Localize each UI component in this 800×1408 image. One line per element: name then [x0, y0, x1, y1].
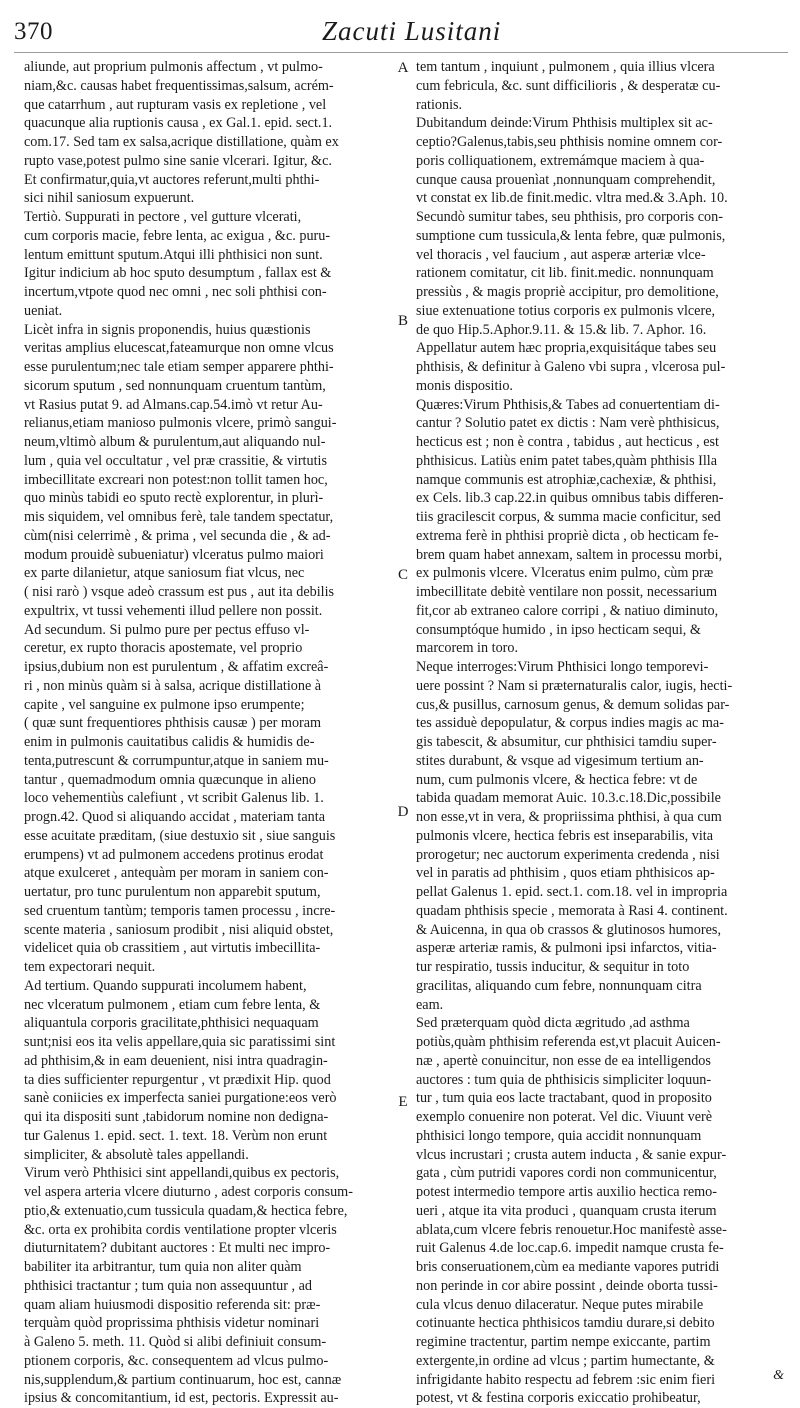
text-line: Et confirmatur,quia,vt auctores referunt,multi phthi- — [24, 171, 320, 188]
text-line: Secundò sumitur tabes, seu phthisis, pro corporis con- — [416, 209, 723, 225]
text-line: tur respiratio, tussis inducitur, & sequitur in toto — [416, 959, 690, 975]
text-line: pulmonis vlcere, hectica febris est inseparabilis, vita — [416, 827, 714, 844]
text-line: num, cum pulmonis vlcere, & hectica febre: vt de — [416, 771, 698, 788]
text-line: pressiùs , & magis propriè accipitur, pro demolitione, — [416, 284, 719, 300]
text-line: monis dispositio. — [416, 377, 513, 394]
text-line: quacunque alia ruptionis causa , ex Gal.1. epid. sect.1. — [24, 115, 333, 132]
running-title: Zacuti Lusitani — [322, 16, 502, 46]
text-line: Tertiò. Suppurati in pectore , vel gutture vlcerati, — [24, 209, 302, 225]
text-line: hecticus est ; non è contra , tabidus , aut hecticus , est — [416, 434, 719, 450]
text-line: ceretur, ex rupto thoracis apostemate, vel proprio — [24, 640, 303, 657]
margin-letter-a: A — [397, 60, 409, 76]
text-line: capite , vel sanguine ex pulmone ipso erumpente; — [24, 696, 305, 713]
text-line: siue extenuatione totius corporis ex pulmonis vlcere, — [416, 302, 716, 319]
text-line: phthisici longo tempore, quia accidit nonnunquam — [416, 1127, 702, 1144]
text-line: loco vehementiùs calefiunt , vt scribit Galenus lib. 1. — [24, 790, 324, 807]
text-line: Licèt infra in signis proponendis, huius quæstionis — [24, 321, 311, 338]
text-line: ad phthisim,& in eam deuenient, nisi intra quadragin- — [24, 1052, 328, 1069]
text-line: pellat Galenus 1. epid. sect.1. com.18. vel in impropria — [416, 884, 728, 900]
text-line: veritas amplius elucescat,fateamurque non omne vlcus — [24, 340, 334, 357]
text-line: regimine tractentur, partim nempe exiccante, partim — [416, 1334, 711, 1350]
text-line: simpliciter, & absolutè tales appellandi. — [24, 1146, 249, 1163]
text-line: ex parte dilanietur, atque saniosum fiat vlcus, nec — [24, 565, 305, 582]
text-line: vel aspera arteria vlcere diuturno , adest corporis consum- — [24, 1184, 353, 1200]
text-line: ex pulmonis vlcere. Vlceratus enim pulmo, cùm præ — [416, 565, 714, 582]
text-line: tur , tum quia eos lacte tractabant, quod in proposito — [416, 1090, 712, 1107]
text-line: quadam phthisis specie , memorata à Rasi 4. continent. — [416, 902, 728, 919]
text-line: diuturnitatem? dubitant auctores : Et multi nec impro- — [24, 1240, 331, 1257]
text-line: cantur ? Solutio patet ex dictis : Nam verè phthisicus, — [416, 415, 720, 432]
text-line: poris colliquationem, extremámque maciem à qua- — [416, 152, 705, 169]
text-line: relianus,etiam manioso pulmonis vlcere, primò sangui- — [24, 415, 337, 432]
text-line: cum corporis macie, febre lenta, ac exigua , &c. puru- — [24, 227, 331, 244]
page-number: 370 — [14, 18, 53, 45]
text-line: phthisis, & definitur à Galeno vbi supra , vlcerosa pul- — [416, 359, 726, 375]
text-line: à Galeno 5. meth. 11. Quòd si alibi definiuit consum- — [24, 1334, 327, 1350]
text-line: auctores : tum quia de phthisicis simpliciter loquun- — [416, 1071, 712, 1088]
text-line: tem expectorari nequit. — [24, 959, 156, 975]
text-line: tabida quadam memorat Auic. 10.3.c.18.Dic,possibile — [416, 790, 721, 807]
text-line: que catarrhum , aut rupturam vasis ex repletione , vel — [24, 96, 327, 113]
text-line: ptionem corporis, &c. consequentem ad vlcus pulmo- — [24, 1352, 329, 1369]
text-line: &c. orta ex prohibita cordis ventilatione propter vlceris — [24, 1221, 337, 1238]
text-line: fit,cor ab extraneo calore corripi , & natiuo diminuto, — [416, 602, 719, 619]
text-line: Appellatur autem hæc propria,exquisitáque tabes seu — [416, 340, 717, 357]
text-line: vel in paratis ad phthisim , quos etiam phthisicos ap- — [416, 865, 715, 882]
text-line: ipsius,dubium non est purulentum , & affatim excreâ- — [24, 659, 329, 675]
text-line: uertatur, pro tunc purulentum non apparebit sputum, — [24, 884, 321, 900]
text-line: incertum,vtpote quod nec omni , nec soli phthisi con- — [24, 284, 327, 300]
text-line: videlicet quia ob crassitiem , aut virtutis imbecillita- — [24, 940, 321, 957]
left-text-column — [24, 58, 392, 1408]
text-line: babiliter ita arbitrantur, tum quia non aliter quàm — [24, 1259, 302, 1275]
text-line: tur Galenus 1. epid. sect. 1. text. 18. Verùm non erunt — [24, 1127, 328, 1144]
text-line: eam. — [416, 996, 444, 1013]
text-line: lentum emittunt sputum.Atqui illi phthisici non sunt. — [24, 246, 323, 263]
text-line: aliunde, aut proprium pulmonis affectum , vt pulmo- — [24, 59, 323, 75]
text-line: ta dies sufficienter repurgentur , vt prædixit Hip. quod — [24, 1071, 331, 1088]
text-line: Sed præterquam quòd dicta ægritudo ,ad asthma — [416, 1015, 690, 1032]
text-line: Quæres:Virum Phthisis,& Tabes ad conuertentiam di- — [416, 396, 720, 413]
text-line: Dubitandum deinde:Virum Phthisis multiplex sit ac- — [416, 115, 713, 132]
text-line: sici nihil saniosum expuerunt. — [24, 190, 195, 207]
text-line: imbecillitate excreari non potest:non tollit tamen hoc, — [24, 471, 328, 488]
text-line: de quo Hip.5.Aphor.9.11. & 15.& lib. 7. Aphor. 16. — [416, 321, 707, 338]
text-line: com.17. Sed tam ex salsa,acrique distillatione, quàm ex — [24, 134, 339, 150]
text-line: gis tabescit, & absumitur, cur phthisici tamdiu super- — [416, 734, 717, 750]
text-line: næ , apertè conuincitur, non esse de ea intelligendos — [416, 1052, 711, 1069]
catchword: & — [773, 1368, 784, 1383]
text-line: marcorem in toro. — [416, 640, 519, 657]
text-line: ruit Galenus 4.de loc.cap.6. impedit namque crusta fe- — [416, 1240, 724, 1257]
text-line: tenta,putrescunt & corrumpuntur,atque in saniem mu- — [24, 752, 329, 769]
text-line: ( quæ sunt frequentiores phthisis causæ ) per moram — [24, 715, 322, 732]
text-line: extergente,in ordine ad vlcus ; partim humectante, & — [416, 1352, 715, 1369]
text-line: ri , non minùs quàm si à salsa, acrique distillatione à — [24, 677, 322, 694]
margin-letter-e: E — [398, 1094, 408, 1110]
text-line: ablata,cum vlcere febris renouetur.Hoc manifestè asse- — [416, 1221, 727, 1238]
text-line: quo minùs tabidi eo sputo rectè explorentur, in plurì- — [24, 490, 324, 507]
text-line: ueniat. — [24, 302, 63, 319]
text-line: namque communis est atrophiæ,cachexiæ, & phthisi, — [416, 471, 717, 488]
text-line: vel thoracis , vel faucium , aut asperæ arteriæ vlce- — [416, 246, 706, 263]
text-line: enim in pulmonis cauitatibus calidis & humidis de- — [24, 734, 315, 750]
text-line: sanè coniicies ex imperfecta saniei purgatione:eos verò — [24, 1090, 337, 1107]
text-line: stites durabunt, & vsque ad vigesimum tertium an- — [416, 752, 704, 769]
text-line: modum prouidè subueniatur) vlceratus pulmo maiori — [24, 546, 324, 563]
text-line: atque exulceret , antequàm per moram in saniem con- — [24, 865, 329, 882]
text-line: rationis. — [416, 96, 463, 113]
text-line: potest intermedio tempore artis auxilio hectica remo- — [416, 1184, 717, 1200]
text-line: Virum verò Phthisici sint appellandi,quibus ex pectoris, — [24, 1165, 340, 1182]
text-line: lum , quia vel occultatur , vel præ crassitie, & virtutis — [24, 452, 327, 469]
text-line: sed cruentum tantùm; temporis tamen processu , incre- — [24, 902, 336, 919]
text-line: cùm(nisi celerrimè , & prima , vel secunda die , & ad- — [24, 527, 331, 544]
text-line: cum febricula, &c. sunt difficilioris , & desperatæ cu- — [416, 77, 721, 94]
text-line: sumptione cum tussicula,& lenta febre, quæ pulmonis, — [416, 227, 726, 244]
text-line: tiis gracilescit corpus, & summa macie conficitur, sed — [416, 509, 721, 525]
text-line: infrigidante habito respectu ad febrem :sic enim fieri — [416, 1371, 716, 1388]
text-line: expultrix, vt tussi vehementi illud pellere non possit. — [24, 602, 323, 619]
text-line: gracilitas, aliquando cum febre, nonnunquam citra — [416, 977, 702, 994]
text-line: uere possint ? Nam si præternaturalis calor, iugis, hecti- — [416, 677, 733, 694]
text-line: nec vlceratum pulmonem , etiam cum febre lenta, & — [24, 996, 321, 1013]
text-line: tantur , quemadmodum omnia quæcunque in alieno — [24, 771, 316, 788]
text-line: scente materia , saniosum prodibit , nisi aliquid obstet, — [24, 921, 334, 938]
text-line: terquàm quòd proprissima phthisis videtur nominari — [24, 1315, 320, 1332]
text-line: potiùs,quàm phthisim referenda est,vt placuit Auicen- — [416, 1034, 721, 1050]
text-line: Igitur indicium ab hoc sputo desumptum , fallax est & — [24, 265, 332, 282]
text-line: phthisicus. Latiùs enim patet tabes,quàm phthisis Illa — [416, 452, 718, 469]
text-line: cunque causa prouenìat ,nonnunquam comprehendit, — [416, 171, 716, 188]
header-rule — [14, 52, 788, 53]
text-line: & Auicenna, in qua ob crassos & glutinosos humores, — [416, 921, 721, 938]
text-line: exemplo conuenire non poterat. Vel dic. Viuunt verè — [416, 1109, 713, 1125]
text-line: tes assiduè depopulatur, & corpus indies magis ac ma- — [416, 715, 724, 732]
text-line: quam aliam huiusmodi dispositio referenda sit: præ- — [24, 1296, 321, 1313]
text-line: rationem comitatur, cit lib. finit.medic. nonnunquam — [416, 265, 714, 282]
text-line: vlcus incrustari ; crusta autem inducta , & sanie expur- — [416, 1146, 727, 1163]
text-line: non perinde in cor abire possint , deinde oborta tussi- — [416, 1277, 718, 1294]
text-line: bris conseruationem,cùm ea mediante vapores putridi — [416, 1259, 720, 1275]
text-line: Ad secundum. Si pulmo pure per pectus effuso vl- — [24, 621, 310, 638]
text-line: qui ita dispositi sunt ,tabidorum nomine non dedigna- — [24, 1109, 329, 1125]
text-line: cotinuante hectica phthisicos tamdiu durare,si debito — [416, 1315, 715, 1332]
text-line: vt Rasius putat 9. ad Almans.cap.54.imò vt retur Au- — [24, 396, 323, 413]
text-line: non esse,vt in vera, & propriissima phthisi, à qua cum — [416, 809, 722, 825]
text-line: tem tantum , inquiunt , pulmonem , quia illius vlcera — [416, 59, 715, 75]
text-line: sicorum sputum , sed nonnunquam cruentum tantùm, — [24, 377, 326, 394]
text-line: prorogetur; nec auctorum experimenta credenda , nisi — [416, 846, 720, 863]
text-line: asperæ arteriæ ramis, & pulmoni ipsi infarctos, vitia- — [416, 940, 717, 957]
text-line: Ad tertium. Quando suppurati incolumem habent, — [24, 977, 307, 994]
text-line: neum,vltimò album & purulentum,aut aliquando nul- — [24, 434, 326, 450]
text-line: ceptio?Galenus,tabis,seu phthisis nomine omnem cor- — [416, 134, 723, 150]
text-line: esse purulentum;nec tale etiam semper apparere phthi- — [24, 359, 334, 375]
text-line: esse acuitate præditam, (siue destuxio sit , siue sanguis — [24, 827, 336, 844]
text-line: phthisici tractantur ; tum quia non assequuntur , ad — [24, 1277, 313, 1294]
text-line: ptio,& extenuatio,cum tussicula quadam,& hectica febre, — [24, 1202, 348, 1219]
text-line: cus,& pusillus, carnosum genus, & demum solidas par- — [416, 696, 730, 713]
text-line: mis siquidem, vel omnibus ferè, tale tandem spectatur, — [24, 509, 334, 525]
text-line: ex Cels. lib.3 cap.22.in quibus omnibus tabis differen- — [416, 490, 724, 507]
text-line: progn.42. Quod si aliquando accidat , materiam tanta — [24, 809, 325, 825]
text-line: ueri , atque ita vita produci , quanquam crusta iterum — [416, 1202, 717, 1219]
text-line: nis,supplendum,& partium continuarum, hoc est, cannæ — [24, 1371, 342, 1388]
text-line: aliquantula corporis gracilitate,phthisici nequaquam — [24, 1015, 319, 1032]
text-line: potest, vt & festina corporis exiccatio prohibeatur, — [416, 1390, 701, 1407]
text-line: niam,&c. causas habet frequentissimas,salsum, acrém- — [24, 77, 334, 94]
text-line: brem quam habet annexam, saltem in processu morbi, — [416, 546, 723, 563]
margin-letter-c: C — [397, 567, 408, 583]
text-line: Neque interroges:Virum Phthisici longo temporevi- — [416, 659, 709, 675]
text-line: cula vlcus denuo dilaceratur. Neque putes mirabile — [416, 1296, 704, 1313]
text-line: consumptóque humido , in ipso hecticam sequi, & — [416, 621, 701, 638]
text-line: sunt;nisi eos ita velis appellare,quia sic paratissimi sint — [24, 1034, 336, 1050]
text-line: rupto vase,potest pulmo sine sanie vlcerari. Igitur, &c. — [24, 152, 332, 169]
text-line: ( nisi rarò ) vsque adeò crassum est pus , aut ita debilis — [24, 584, 335, 600]
text-line: vt constat ex lib.de finit.medic. vltra med.& 3.Aph. 10. — [416, 190, 728, 207]
right-text-column — [416, 58, 794, 1408]
text-line: imbecillitate debitè ventilare non possit, necessarium — [416, 584, 717, 600]
margin-letter-b: B — [397, 313, 408, 329]
text-line: erumpens) vt ad pulmonem accedens protinus erodat — [24, 846, 324, 863]
text-line: ipsius & concomitantium, id est, pectoris. Expressit au- — [24, 1390, 339, 1407]
text-line: extrema ferè in phthisi propriè dicta , ob hecticam fe- — [416, 527, 719, 544]
margin-letter-d: D — [397, 804, 409, 820]
text-line: gata , cùm putridi vapores cordi non communicentur, — [416, 1165, 717, 1182]
